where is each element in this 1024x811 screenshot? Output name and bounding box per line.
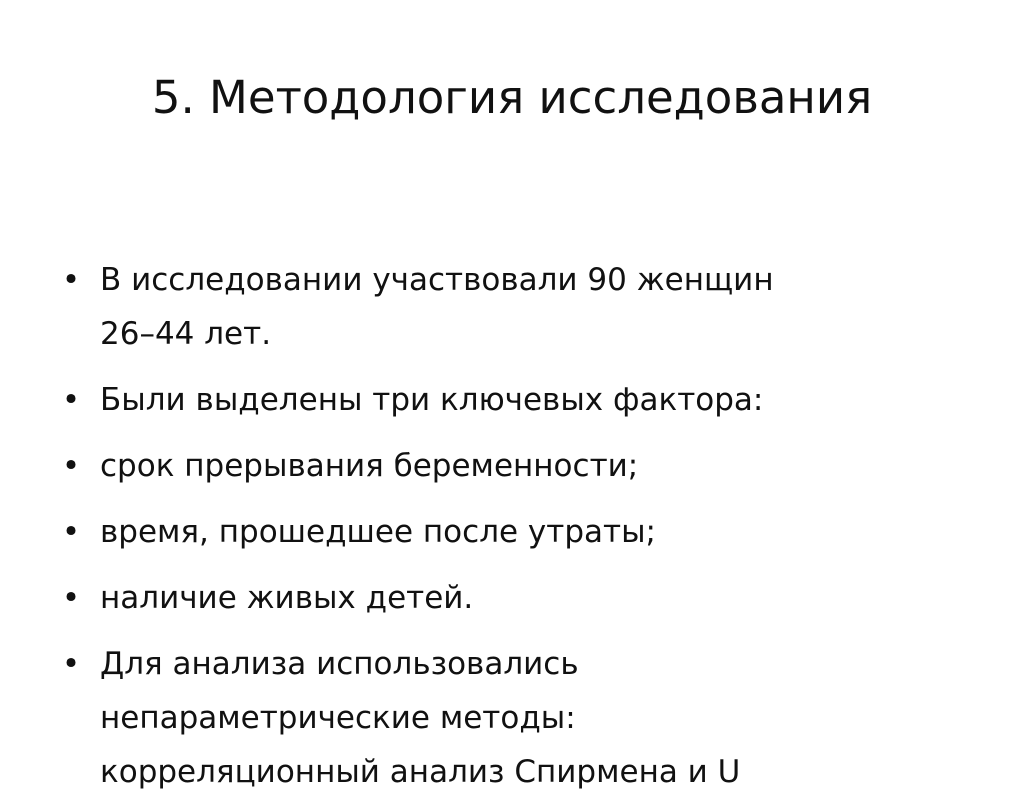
bullet-dot-icon: • bbox=[61, 448, 81, 484]
bullet-text-line: срок прерывания беременности; bbox=[100, 448, 639, 484]
bullet-item bbox=[58, 253, 958, 361]
bullet-text-line: Для анализа использовались bbox=[100, 646, 579, 682]
bullet-item bbox=[58, 637, 958, 799]
bullet-text-line: время, прошедшее после утраты; bbox=[100, 514, 656, 550]
bullet-item bbox=[58, 571, 958, 625]
bullet-item bbox=[58, 373, 958, 427]
bullet-dot-icon: • bbox=[61, 580, 81, 616]
bullet-item bbox=[58, 439, 958, 493]
bullet-text-line: Были выделены три ключевых фактора: bbox=[100, 382, 764, 418]
bullet-text-line: корреляционный анализ Спирмена и U bbox=[100, 754, 741, 790]
bullet-text-line: непараметрические методы: bbox=[100, 700, 576, 736]
bullet-dot-icon: • bbox=[61, 514, 81, 550]
bullet-dot-icon: • bbox=[61, 382, 81, 418]
bullet-dot-icon: • bbox=[61, 646, 81, 682]
bullet-text-line: В исследовании участвовали 90 женщин bbox=[100, 262, 774, 298]
bullet-list bbox=[58, 253, 958, 811]
bullet-text-line: наличие живых детей. bbox=[100, 580, 474, 616]
bullet-text-line: 26–44 лет. bbox=[100, 316, 272, 352]
bullet-item bbox=[58, 505, 958, 559]
bullet-dot-icon: • bbox=[61, 262, 81, 298]
slide-title: 5. Методология исследования bbox=[151, 71, 873, 124]
